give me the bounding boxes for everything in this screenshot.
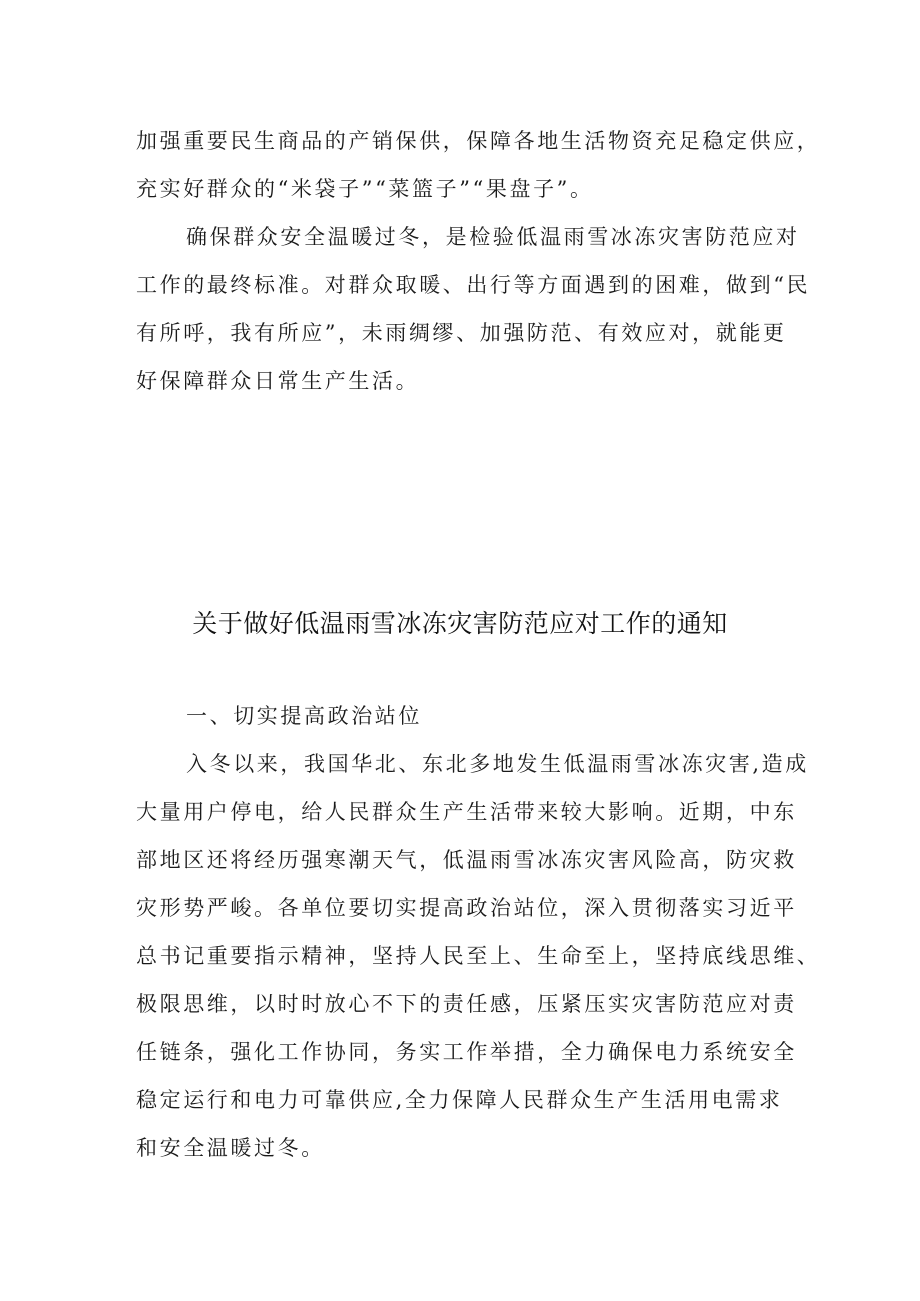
section-1-heading-block xyxy=(136,692,796,740)
text-line: 确保群众安全温暖过冬，是检验低温雨雪冰冻灾害防范应对 xyxy=(186,225,800,249)
text-line: 和安全温暖过冬。 xyxy=(136,1136,325,1160)
text-line: 灾形势严峻。各单位要切实提高政治站位，深入贯彻落实习近平 xyxy=(136,896,797,920)
text-line: 工作的最终标准。对群众取暖、出行等方面遇到的困难，做到“民 xyxy=(136,273,811,297)
text-line: 任链条，强化工作协同，务实工作举措，全力确保电力系统安全 xyxy=(136,1040,797,1064)
text-line: 充实好群众的“米袋子”“菜篮子”“果盘子”。 xyxy=(136,177,594,201)
section-1-body xyxy=(136,740,821,1172)
section-heading: 一、切实提高政治站位 xyxy=(186,704,422,728)
text-line: 部地区还将经历强寒潮天气，低温雨雪冰冻灾害风险高，防灾救 xyxy=(136,848,797,872)
text-line: 大量用户停电，给人民群众生产生活带来较大影响。近期，中东 xyxy=(136,800,797,824)
text-line: 总书记重要指示精神，坚持人民至上、生命至上，坚持底线思维、 xyxy=(136,944,821,968)
text-line: 好保障群众日常生产生活。 xyxy=(136,369,420,393)
text-line: 极限思维，以时时放心不下的责任感，压紧压实灾害防范应对责 xyxy=(136,992,797,1016)
text-line: 稳定运行和电力可靠供应,全力保障人民群众生产生活用电需求 xyxy=(136,1088,783,1112)
text-line: 入冬以来，我国华北、东北多地发生低温雨雪冰冻灾害,造成 xyxy=(186,752,809,776)
intro-paragraph-1 xyxy=(136,117,821,213)
intro-paragraph-2 xyxy=(136,213,811,405)
text-line: 有所呼，我有所应”，未雨绸缪、加强防范、有效应对，就能更 xyxy=(136,321,787,345)
document-title: 关于做好低温雨雪冰冻灾害防范应对工作的通知 xyxy=(192,609,728,638)
text-line: 加强重要民生商品的产销保供，保障各地生活物资充足稳定供应， xyxy=(136,129,821,153)
